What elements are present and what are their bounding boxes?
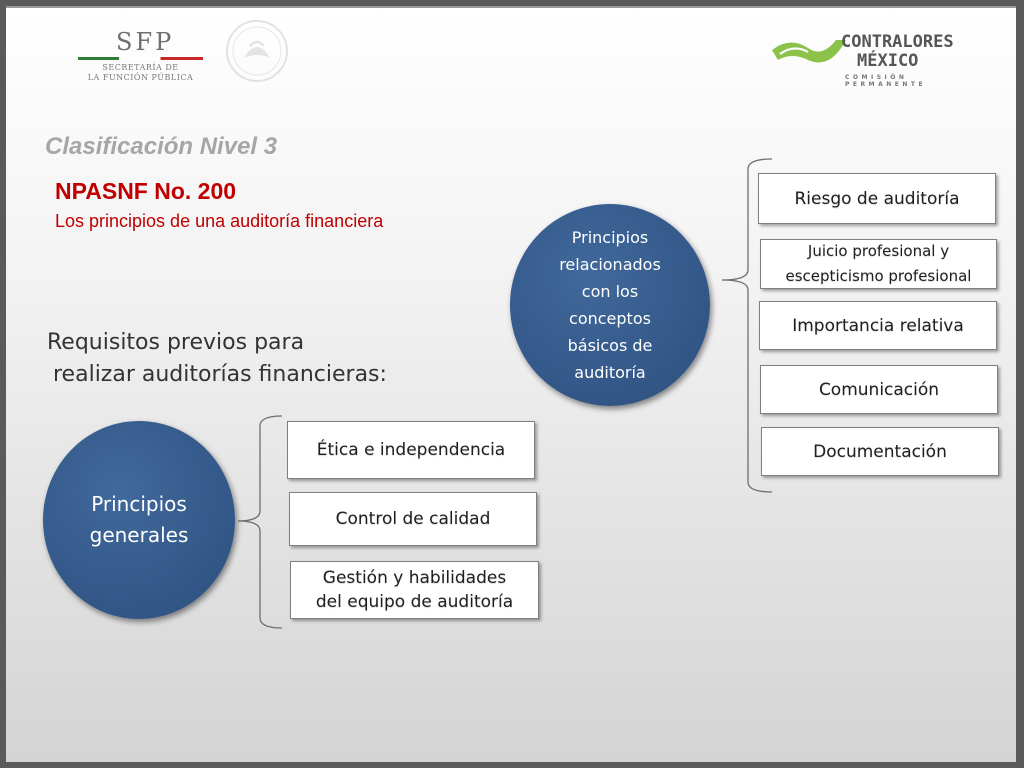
- basic-principle-box: [759, 301, 997, 350]
- contralores-logo-line2: MÉXICO: [857, 51, 919, 71]
- contralores-logo-line3: COMISIÓN PERMANENTE: [845, 74, 927, 88]
- general-principle-label: Gestión y habilidades del equipo de auditoría: [315, 568, 514, 612]
- sfp-logo-line1: SECRETARÍA DE: [102, 63, 179, 72]
- slide: [6, 6, 1016, 762]
- contralores-logo-line1: CONTRALORES: [841, 32, 954, 52]
- basic-principle-label: Documentación: [813, 441, 947, 462]
- section-title: Clasificación Nivel 3: [45, 133, 278, 160]
- basic-principle-box: [758, 173, 996, 224]
- basic-principle-box: [760, 365, 998, 414]
- standard-subtitle: Los principios de una auditoría financiera: [55, 211, 384, 231]
- basic-principle-label: Juicio profesional y escepticismo profesional: [785, 242, 972, 285]
- basic-principle-box: [760, 239, 997, 289]
- general-principles-node: [43, 421, 235, 619]
- general-principle-box: [290, 561, 539, 619]
- general-principle-label: Control de calidad: [335, 509, 491, 529]
- general-principle-box: [287, 421, 535, 479]
- basic-principle-label: Comunicación: [818, 379, 940, 400]
- sfp-logo-letters: SFP: [116, 28, 175, 56]
- basic-principle-label: Importancia relativa: [792, 315, 964, 336]
- general-principles-brace: [238, 416, 282, 628]
- sfp-logo-line2: LA FUNCIÓN PÚBLICA: [87, 73, 194, 82]
- general-principle-label: Ética e independencia: [316, 440, 506, 460]
- basic-principles-label: Principios relacionados con los conceptos básicos de auditoría: [559, 228, 661, 382]
- general-principles-label: Principios generales: [89, 492, 189, 547]
- requirements-line2: realizar auditorías financieras:: [53, 362, 387, 387]
- requirements-line1: Requisitos previos para: [47, 330, 305, 355]
- basic-principle-box: [761, 427, 999, 476]
- general-principle-box: [289, 492, 537, 546]
- basic-principles-node: [510, 204, 710, 406]
- basic-principle-label: Riesgo de auditoría: [794, 188, 960, 209]
- standard-title: NPASNF No. 200: [55, 178, 237, 204]
